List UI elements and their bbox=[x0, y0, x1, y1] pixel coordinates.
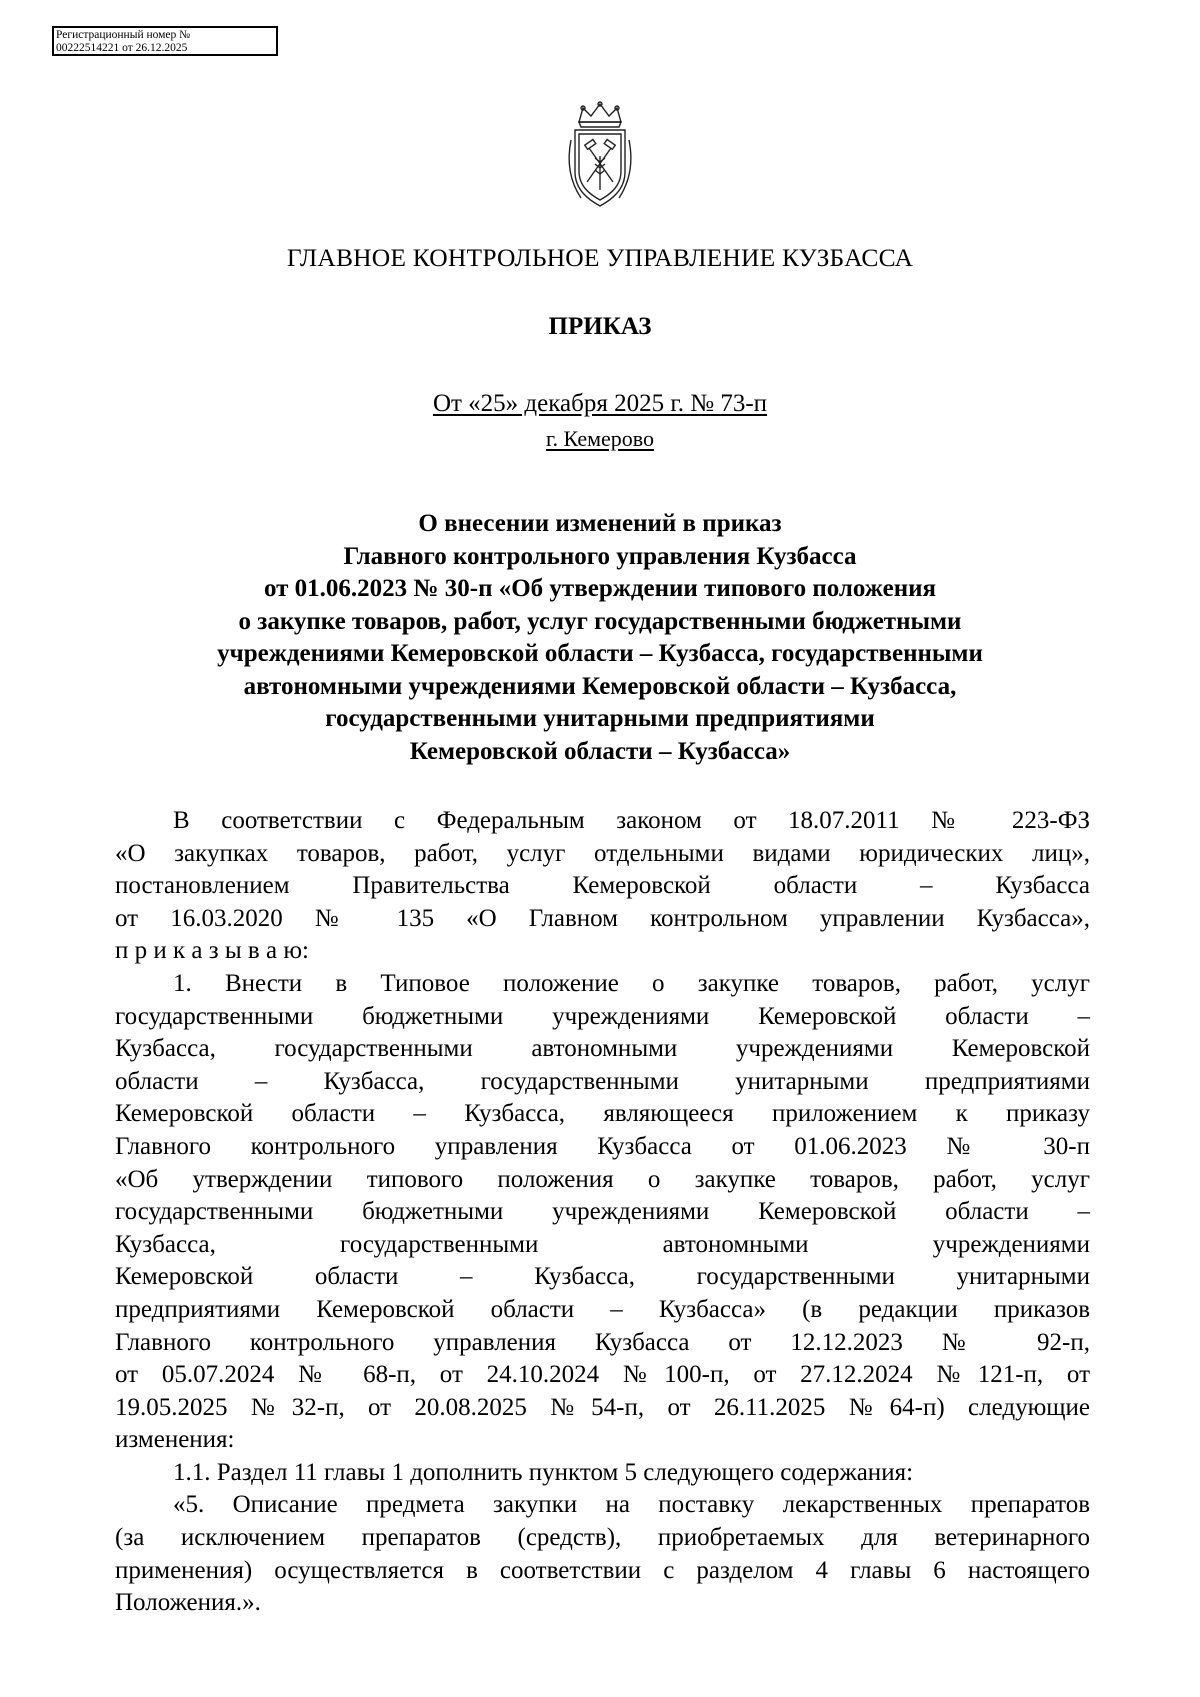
title-line: О внесении изменений в приказ bbox=[418, 510, 782, 537]
title-line: от 01.06.2023 № 30-п «Об утверждении типового положения bbox=[263, 575, 937, 602]
text-line: Кузбасса, государственными автономными учреждениями Кемеровской bbox=[115, 1035, 1090, 1063]
text-line: изменения: bbox=[115, 1426, 235, 1454]
document-type: ПРИКАЗ bbox=[548, 313, 652, 340]
text-line: 1.1. Раздел 11 главы 1 дополнить пунктом 5 следующего содержания: bbox=[173, 1458, 914, 1486]
text-line: «5. Описание предмета закупки на поставку лекарственных препаратов bbox=[173, 1491, 1090, 1519]
title-line: Кемеровской области – Кузбасса» bbox=[409, 737, 791, 765]
text-line: (за исключением препаратов (средств), приобретаемых для ветеринарного bbox=[115, 1524, 1090, 1552]
text-line: области – Кузбасса, государственными унитарными предприятиями bbox=[115, 1067, 1090, 1095]
text-line: В соответствии с Федеральным законом от 18.07.2011 № 223-ФЗ bbox=[173, 807, 1090, 834]
text-line: Главного контрольного управления Кузбасса от 01.06.2023 № 30-п bbox=[115, 1132, 1090, 1160]
title-line: автономными учреждениями Кемеровской области – Кузбасса, bbox=[243, 672, 957, 700]
date-number-text: От «25» декабря 2025 г. № 73-п bbox=[432, 390, 768, 417]
text-line: применения) осуществляется в соответствии с разделом 4 главы 6 настоящего bbox=[115, 1556, 1090, 1584]
paragraph-preamble bbox=[115, 805, 1090, 968]
text-line: государственными бюджетными учреждениями Кемеровской области – bbox=[115, 1198, 1090, 1226]
text-line: Кемеровской области – Кузбасса, являющееся приложением к приказу bbox=[115, 1100, 1090, 1128]
document-title bbox=[120, 508, 1080, 768]
text-line: предприятиями Кемеровской области – Кузбасса» (в редакции приказов bbox=[115, 1295, 1090, 1323]
text-line: п р и к а з ы в а ю: bbox=[115, 937, 309, 965]
text-line: 1. Внести в Типовое положение о закупке товаров, работ, услуг bbox=[173, 969, 1090, 997]
text-line: «О закупках товаров, работ, услуг отдельными видами юридических лиц», bbox=[115, 839, 1090, 867]
paragraph-item-1 bbox=[115, 968, 1090, 1457]
title-line: Главного контрольного управления Кузбасса bbox=[343, 542, 857, 570]
text-line: Кузбасса, государственными автономными учреждениями bbox=[115, 1230, 1090, 1258]
registration-number-label: Регистрационный номер № bbox=[56, 29, 191, 41]
kuzbass-coat-of-arms-icon bbox=[563, 100, 637, 210]
text-line: Положения.». bbox=[115, 1589, 261, 1617]
paragraph-item-1-1 bbox=[115, 1457, 1090, 1490]
city-text: г. Кемерово bbox=[545, 426, 655, 451]
document-body bbox=[115, 805, 1090, 1620]
title-line: учреждениями Кемеровской области – Кузбасса, государственными bbox=[217, 640, 983, 667]
title-line: государственными унитарными предприятиями bbox=[325, 705, 875, 732]
registration-stamp bbox=[52, 26, 278, 56]
paragraph-quote bbox=[115, 1489, 1090, 1619]
text-line: от 16.03.2020 № 135 «О Главном контрольном управлении Кузбасса», bbox=[115, 904, 1090, 932]
text-line: 19.05.2025 №32-п, от 20.08.2025 №54-п, от 26.11.2025 №64-п) следующие bbox=[115, 1393, 1090, 1421]
text-line: Главного контрольного управления Кузбасса от 12.12.2023 № 92-п, bbox=[115, 1328, 1090, 1356]
text-line: государственными бюджетными учреждениями Кемеровской области – bbox=[115, 1002, 1090, 1030]
organization-name: ГЛАВНОЕ КОНТРОЛЬНОЕ УПРАВЛЕНИЕ КУЗБАССА bbox=[286, 243, 914, 272]
text-line: Кемеровской области – Кузбасса, государственными унитарными bbox=[115, 1263, 1090, 1291]
document-date-number bbox=[0, 390, 1200, 418]
registration-number-value: 00222514221 от 26.12.2025 bbox=[56, 42, 188, 54]
document-city bbox=[0, 426, 1200, 452]
text-line: «Об утверждении типового положения о закупке товаров, работ, услуг bbox=[115, 1165, 1090, 1193]
title-line: о закупке товаров, работ, услуг государственными бюджетными bbox=[238, 607, 962, 635]
text-line: постановлением Правительства Кемеровской области – Кузбасса bbox=[115, 872, 1090, 900]
text-line: от 05.07.2024 № 68-п, от 24.10.2024 №100-п, от 27.12.2024 №121-п, от bbox=[115, 1361, 1090, 1389]
